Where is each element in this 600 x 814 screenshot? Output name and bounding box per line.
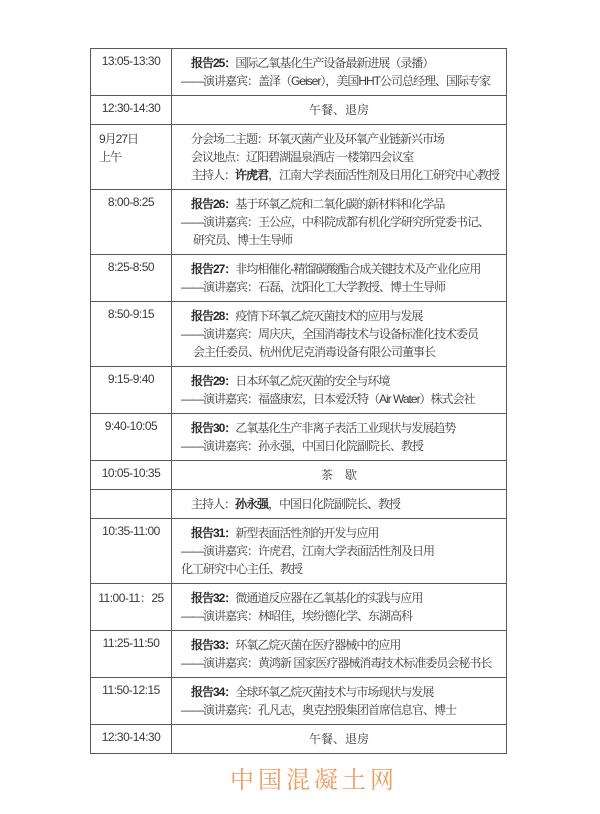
- talk-speaker-line: ——演讲嘉宾：石磊，沈阳化工大学教授、博士生导师: [181, 280, 446, 294]
- session-period: 上午: [99, 150, 122, 164]
- time-cell: 12:30-14:30: [91, 96, 172, 125]
- time-cell: 11:25-11:50: [91, 631, 172, 678]
- session-topic: 分会场二主题：环氧灭菌产业及环氧产业链新兴市场: [191, 132, 445, 146]
- talk-speaker-line: ——演讲嘉宾：孔凡志，奥克控股集团首席信息官、博士: [181, 703, 457, 717]
- talk-label: 报告25：: [191, 56, 236, 70]
- table-row: [91, 631, 507, 678]
- talk-title-line: [181, 307, 502, 325]
- content-cell: [172, 255, 507, 302]
- host-name: 许虎君: [235, 168, 269, 182]
- table-row: [91, 302, 507, 367]
- host-cell: [172, 490, 507, 519]
- talk-title: 基于环氧乙烷和二氧化碳的新材料和化学品: [235, 197, 445, 211]
- talk-title: 微通道反应器在乙氧基化的实践与应用: [235, 591, 423, 605]
- talk-label: 报告26：: [191, 197, 236, 211]
- talk-speaker-line: ——演讲嘉宾：林昭佳，埃纷德化学、东湖高科: [181, 609, 413, 623]
- talk-speaker-line: ——演讲嘉宾：盖泽（Geiser），美国HHT公司总经理、国际专家: [181, 74, 491, 88]
- session-host-line: [181, 495, 502, 513]
- table-row: [91, 49, 507, 96]
- content-cell: [172, 414, 507, 461]
- talk-label: 报告28：: [191, 309, 236, 323]
- date-cell: [91, 125, 172, 190]
- time-cell: 8:25-8:50: [91, 255, 172, 302]
- time-cell: 10:05-10:35: [91, 461, 172, 490]
- talk-speaker-cont-line: 化工研究中心主任、教授: [181, 562, 303, 576]
- table-row: [91, 125, 507, 190]
- table-row: [91, 255, 507, 302]
- talk-title-line: [181, 636, 502, 654]
- time-cell: 10:35-11:00: [91, 519, 172, 584]
- host-suffix: ，江南大学表面活性剂及日用化工研究中心教授: [268, 168, 500, 182]
- content-cell: [172, 519, 507, 584]
- talk-label: 报告32：: [191, 591, 236, 605]
- talk-speaker-cont-line: 会主任委员、杭州优尼克消毒设备有限公司董事长: [193, 345, 436, 359]
- table-row: [91, 490, 507, 519]
- session-date: 9月27日: [99, 132, 139, 146]
- talk-title-line: [181, 419, 502, 437]
- time-cell-empty: [91, 490, 172, 519]
- talk-title: 环氧乙烷灭菌在医疗器械中的应用: [235, 638, 401, 652]
- talk-speaker-line: ——演讲嘉宾：许虎君，江南大学表面活性剂及日用: [181, 544, 435, 558]
- schedule-table: [90, 48, 507, 754]
- table-row: [91, 725, 507, 754]
- talk-speaker-line: ——演讲嘉宾：福盛康宏，日本爱沃特（Air Water）株式会社: [181, 392, 475, 406]
- table-row: [91, 678, 507, 725]
- talk-title-line: [181, 195, 502, 213]
- break-cell: [172, 461, 507, 490]
- time-cell: 9:40-10:05: [91, 414, 172, 461]
- time-cell: 8:00-8:25: [91, 190, 172, 255]
- talk-title-line: [181, 589, 502, 607]
- talk-title-line: [181, 683, 502, 701]
- talk-title: 新型表面活性剂的开发与应用: [235, 526, 379, 540]
- talk-label: 报告27：: [191, 262, 236, 276]
- talk-speaker-line: ——演讲嘉宾：孙永强，中国日化院副院长、教授: [181, 439, 424, 453]
- talk-title: 全球环氧乙烷灭菌技术与市场现状与发展: [235, 685, 434, 699]
- talk-title: 乙氧基化生产非离子表活工业现状与发展趋势: [235, 421, 456, 435]
- break-label: 茶 歇: [320, 468, 357, 482]
- talk-title-line: [181, 260, 502, 278]
- talk-title: 疫情下环氧乙烷灭菌技术的应用与发展: [235, 309, 423, 323]
- talk-label: 报告30：: [191, 421, 236, 435]
- table-row: [91, 519, 507, 584]
- time-cell: 13:05-13:30: [91, 49, 172, 96]
- talk-title-line: [181, 372, 502, 390]
- host-name: 孙永强: [235, 497, 269, 511]
- site-watermark: 中国混凝土网: [230, 767, 398, 794]
- break-cell: [172, 96, 507, 125]
- talk-speaker-cont-line: 研究员、博士生导师: [193, 233, 293, 247]
- table-row: [91, 461, 507, 490]
- talk-label: 报告34：: [191, 685, 236, 699]
- content-cell: [172, 678, 507, 725]
- table-row: [91, 367, 507, 414]
- time-cell: 9:15-9:40: [91, 367, 172, 414]
- time-cell: 8:50-9:15: [91, 302, 172, 367]
- talk-label: 报告29：: [191, 374, 236, 388]
- host-suffix: ，中国日化院副院长、教授: [268, 497, 401, 511]
- session-info-cell: [172, 125, 507, 190]
- talk-title-line: [181, 54, 502, 72]
- content-cell: [172, 367, 507, 414]
- talk-title: 国际乙氧基化生产设备最新进展（录播）: [235, 56, 434, 70]
- table-row: [91, 96, 507, 125]
- talk-title-line: [181, 524, 502, 542]
- time-cell: 11:00-11：25: [91, 584, 172, 631]
- content-cell: [172, 631, 507, 678]
- content-cell: [172, 190, 507, 255]
- talk-label: 报告31：: [191, 526, 236, 540]
- table-row: [91, 584, 507, 631]
- content-cell: [172, 302, 507, 367]
- schedule-table-container: [90, 48, 507, 754]
- break-label: 午餐、退房: [308, 103, 369, 117]
- host-prefix: 主持人：: [191, 168, 236, 182]
- session-venue: 会议地点：辽阳碧湖温泉酒店 一楼第四会议室: [191, 150, 414, 164]
- time-cell: 11:50-12:15: [91, 678, 172, 725]
- table-row: [91, 414, 507, 461]
- talk-speaker-line: ——演讲嘉宾：周庆庆，全国消毒技术与设备标准化技术委员: [181, 327, 479, 341]
- talk-speaker-line: ——演讲嘉宾：王公应，中科院成都有机化学研究所党委书记、: [181, 215, 490, 229]
- table-row: [91, 190, 507, 255]
- content-cell: [172, 49, 507, 96]
- content-cell: [172, 584, 507, 631]
- time-cell: 12:30-14:30: [91, 725, 172, 754]
- host-prefix: 主持人：: [191, 497, 236, 511]
- talk-title: 非均相催化-精馏碳酸酯合成关键技术及产业化应用: [235, 262, 481, 276]
- talk-speaker-line: ——演讲嘉宾：黄鸿新 国家医疗器械消毒技术标准委员会秘书长: [181, 656, 492, 670]
- talk-title: 日本环氧乙烷灭菌的安全与环境: [235, 374, 390, 388]
- session-host-line: [181, 166, 502, 184]
- break-label: 午餐、退房: [308, 732, 369, 746]
- talk-label: 报告33：: [191, 638, 236, 652]
- break-cell: [172, 725, 507, 754]
